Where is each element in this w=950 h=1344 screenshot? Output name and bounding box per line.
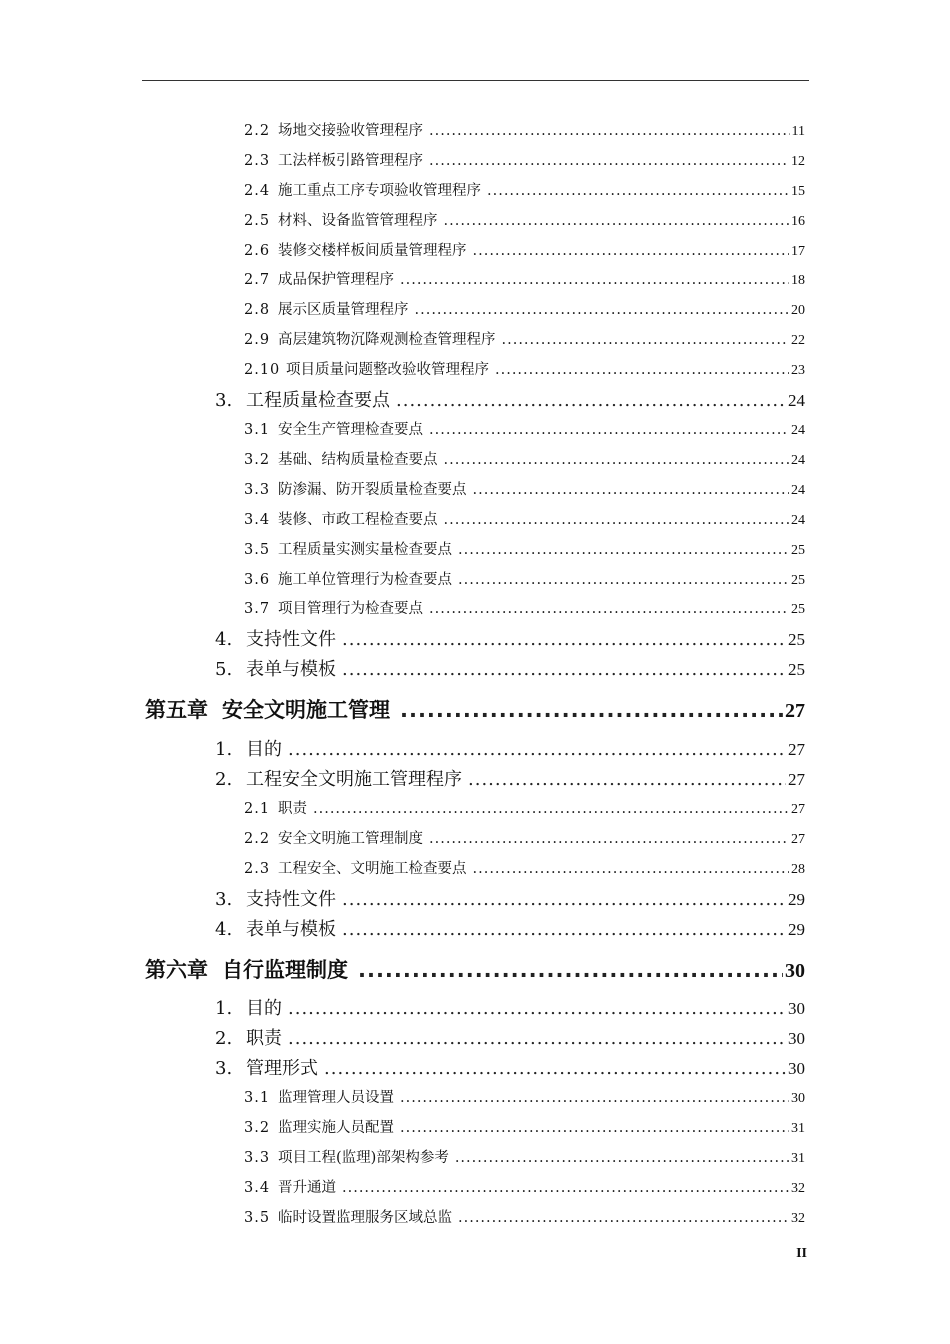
toc-entry-page: 25 xyxy=(788,660,805,679)
dot-leader xyxy=(358,958,783,982)
dot-leader xyxy=(342,659,786,680)
dot-leader xyxy=(473,243,790,259)
toc-entry-number: 3.1 xyxy=(244,1090,271,1106)
dot-leader xyxy=(400,698,783,722)
dot-leader xyxy=(415,302,790,318)
dot-leader xyxy=(400,1090,789,1106)
toc-entry-page: 25 xyxy=(791,602,805,617)
toc-entry-number: 2.3 xyxy=(244,861,271,877)
toc-entry-number: 2.5 xyxy=(244,213,271,229)
toc-entry-page: 27 xyxy=(788,770,805,789)
toc-entry-page: 20 xyxy=(791,303,805,318)
toc-entry[interactable] xyxy=(145,694,805,724)
dot-leader xyxy=(400,1120,789,1136)
toc-entry-page: 28 xyxy=(791,862,805,877)
toc-entry-number: 3.2 xyxy=(244,1120,271,1136)
toc-entry-page: 30 xyxy=(791,1091,805,1106)
toc-entry[interactable] xyxy=(244,1146,805,1167)
dot-leader xyxy=(444,512,790,528)
page-number: II xyxy=(796,1246,807,1261)
toc-entry-page: 24 xyxy=(791,513,805,528)
toc-entry[interactable] xyxy=(215,625,805,651)
toc-entry-page: 11 xyxy=(791,124,805,139)
toc-entry-title: 职责 xyxy=(246,1028,282,1049)
dot-leader xyxy=(455,1150,789,1166)
toc-entry-page: 30 xyxy=(785,960,805,982)
toc-entry-number: 3.4 xyxy=(244,512,271,528)
toc-entry-title: 管理形式 xyxy=(246,1058,318,1079)
toc-entry-title: 表单与模板 xyxy=(246,659,336,680)
toc-entry-title: 监理管理人员设置 xyxy=(278,1090,394,1106)
toc-entry[interactable] xyxy=(244,1206,805,1227)
toc-entry-title: 项目质量问题整改验收管理程序 xyxy=(286,362,489,378)
header-rule xyxy=(142,80,809,81)
toc-entry-title: 支持性文件 xyxy=(246,629,336,650)
toc-entry-number: 4. xyxy=(215,629,233,650)
dot-leader xyxy=(458,572,789,588)
toc-entry-number: 2.2 xyxy=(244,831,271,847)
dot-leader xyxy=(342,889,786,910)
toc-entry-page: 25 xyxy=(788,630,805,649)
toc-entry[interactable] xyxy=(244,797,805,818)
toc-entry-title: 临时设置监理服务区域总监 xyxy=(278,1210,452,1226)
toc-entry[interactable] xyxy=(244,1086,805,1107)
toc-entry-page: 12 xyxy=(791,154,805,169)
toc-entry[interactable] xyxy=(244,239,805,260)
toc-entry[interactable] xyxy=(244,538,805,559)
toc-entry-title: 自行监理制度 xyxy=(222,958,348,982)
toc-entry-page: 25 xyxy=(791,543,805,558)
toc-entry-title: 成品保护管理程序 xyxy=(278,272,394,288)
dot-leader xyxy=(400,272,789,288)
toc-entry[interactable] xyxy=(244,358,805,379)
toc-entry-number: 2. xyxy=(215,1028,233,1049)
dot-leader xyxy=(495,362,789,378)
toc-entry[interactable] xyxy=(215,765,805,791)
toc-entry-page: 22 xyxy=(791,333,805,348)
toc-entry[interactable] xyxy=(244,328,805,349)
dot-leader xyxy=(429,153,789,169)
toc-entry-page: 24 xyxy=(788,391,805,410)
toc-entry[interactable] xyxy=(244,119,805,140)
toc-entry-number: 3. xyxy=(215,390,233,411)
toc-entry[interactable] xyxy=(215,915,805,941)
dot-leader xyxy=(468,769,786,790)
toc-entry-number: 1. xyxy=(215,998,233,1019)
dot-leader xyxy=(342,919,786,940)
toc-entry-number: 3.3 xyxy=(244,482,271,498)
toc-entry-page: 30 xyxy=(788,1029,805,1048)
toc-entry-title: 施工单位管理行为检查要点 xyxy=(278,572,452,588)
toc-entry-number: 4. xyxy=(215,919,233,940)
dot-leader xyxy=(288,998,786,1019)
toc-entry[interactable] xyxy=(215,655,805,681)
toc-entry-title: 安全文明施工管理 xyxy=(222,698,390,722)
toc-entry-page: 16 xyxy=(791,214,805,229)
toc-entry[interactable] xyxy=(244,298,805,319)
toc-entry-title: 材料、设备监管管理程序 xyxy=(278,213,438,229)
toc-entry[interactable] xyxy=(244,268,805,289)
toc-entry[interactable] xyxy=(244,508,805,529)
dot-leader xyxy=(444,452,790,468)
dot-leader xyxy=(444,213,790,229)
toc-entry[interactable] xyxy=(244,478,805,499)
toc-entry-title: 晋升通道 xyxy=(278,1180,336,1196)
toc-entry-page: 27 xyxy=(791,832,805,847)
toc-entry-number: 2.4 xyxy=(244,183,271,199)
toc-entry[interactable] xyxy=(244,149,805,170)
toc-entry-number: 2.10 xyxy=(244,362,281,378)
toc-entry-title: 装修交楼样板间质量管理程序 xyxy=(278,243,467,259)
toc-entry-title: 监理实施人员配置 xyxy=(278,1120,394,1136)
toc-entry-page: 32 xyxy=(791,1181,805,1196)
toc-entry-number: 3.5 xyxy=(244,1210,271,1226)
toc-entry-number: 5. xyxy=(215,659,233,680)
toc-entry[interactable] xyxy=(244,857,805,878)
toc-entry[interactable] xyxy=(244,827,805,848)
toc-entry-title: 支持性文件 xyxy=(246,889,336,910)
toc-entry-number: 2. xyxy=(215,769,233,790)
dot-leader xyxy=(502,332,790,348)
toc-entry-title: 工程质量检查要点 xyxy=(246,390,390,411)
toc-entry-title: 项目工程(监理)部架构参考 xyxy=(278,1150,449,1166)
dot-leader xyxy=(473,482,790,498)
toc-entry[interactable] xyxy=(244,179,805,200)
toc-entry-title: 职责 xyxy=(278,801,307,817)
toc-entry-title: 工程安全文明施工管理程序 xyxy=(246,769,462,790)
toc-entry-title: 表单与模板 xyxy=(246,919,336,940)
dot-leader xyxy=(429,601,789,617)
toc-entry[interactable] xyxy=(215,885,805,911)
dot-leader xyxy=(396,390,786,411)
toc-entry-title: 项目管理行为检查要点 xyxy=(278,601,423,617)
toc-entry-number: 1. xyxy=(215,739,233,760)
toc-entry-number: 第五章 xyxy=(145,698,208,722)
toc-entry[interactable] xyxy=(244,1116,805,1137)
toc-entry-number: 2.2 xyxy=(244,123,271,139)
toc-entry-title: 高层建筑物沉降观测检查管理程序 xyxy=(278,332,496,348)
toc-entry-number: 3.2 xyxy=(244,452,271,468)
toc-entry-number: 2.6 xyxy=(244,243,271,259)
toc-entry-number: 第六章 xyxy=(145,958,208,982)
toc-entry[interactable] xyxy=(215,1024,805,1050)
dot-leader xyxy=(458,542,789,558)
toc-entry-title: 展示区质量管理程序 xyxy=(278,302,409,318)
toc-entry-page: 15 xyxy=(791,184,805,199)
toc-entry[interactable] xyxy=(244,448,805,469)
toc-entry-page: 32 xyxy=(791,1211,805,1226)
toc-entry-number: 2.9 xyxy=(244,332,271,348)
dot-leader xyxy=(324,1058,786,1079)
toc-entry-number: 2.8 xyxy=(244,302,271,318)
toc-entry-page: 31 xyxy=(791,1151,805,1166)
dot-leader xyxy=(429,831,789,847)
toc-entry[interactable] xyxy=(244,418,805,439)
toc-entry-title: 场地交接验收管理程序 xyxy=(278,123,423,139)
toc-entry-number: 3.1 xyxy=(244,422,271,438)
toc-entry-page: 24 xyxy=(791,423,805,438)
toc-entry-page: 27 xyxy=(788,740,805,759)
toc-entry[interactable] xyxy=(244,1176,805,1197)
toc-entry[interactable] xyxy=(244,597,805,618)
toc-entry-page: 30 xyxy=(788,1059,805,1078)
toc-entry-number: 3. xyxy=(215,1058,233,1079)
dot-leader xyxy=(473,861,790,877)
toc-entry-title: 目的 xyxy=(246,739,282,760)
toc-entry[interactable] xyxy=(244,209,805,230)
toc-entry-page: 25 xyxy=(791,573,805,588)
toc-entry-page: 27 xyxy=(791,802,805,817)
dot-leader xyxy=(487,183,789,199)
toc-entry-title: 目的 xyxy=(246,998,282,1019)
toc-entry-number: 3.4 xyxy=(244,1180,271,1196)
toc-entry[interactable] xyxy=(215,735,805,761)
toc-entry-page: 29 xyxy=(788,890,805,909)
toc-entry[interactable] xyxy=(215,1054,805,1080)
dot-leader xyxy=(288,739,786,760)
toc-entry-title: 工法样板引路管理程序 xyxy=(278,153,423,169)
toc-entry-number: 2.3 xyxy=(244,153,271,169)
toc-entry-title: 防渗漏、防开裂质量检查要点 xyxy=(278,482,467,498)
toc-entry-title: 施工重点工序专项验收管理程序 xyxy=(278,183,481,199)
toc-entry-page: 24 xyxy=(791,453,805,468)
toc-entry-page: 18 xyxy=(791,273,805,288)
toc-entry-title: 工程安全、文明施工检查要点 xyxy=(278,861,467,877)
toc-entry-title: 工程质量实测实量检查要点 xyxy=(278,542,452,558)
toc-entry[interactable] xyxy=(215,994,805,1020)
toc-entry-page: 23 xyxy=(791,363,805,378)
toc-entry-page: 27 xyxy=(785,700,805,722)
toc-entry-number: 3. xyxy=(215,889,233,910)
dot-leader xyxy=(458,1210,789,1226)
toc-entry-page: 29 xyxy=(788,920,805,939)
toc-entry-number: 2.1 xyxy=(244,801,271,817)
dot-leader xyxy=(342,629,786,650)
dot-leader xyxy=(429,422,789,438)
toc-entry-page: 30 xyxy=(788,999,805,1018)
toc-entry-title: 装修、市政工程检查要点 xyxy=(278,512,438,528)
toc-entry-page: 17 xyxy=(791,244,805,259)
toc-entry[interactable] xyxy=(215,386,805,412)
toc-entry-number: 3.7 xyxy=(244,601,271,617)
toc-entry-page: 31 xyxy=(791,1121,805,1136)
dot-leader xyxy=(429,123,790,139)
toc-entry-number: 2.7 xyxy=(244,272,271,288)
toc-entry-page: 24 xyxy=(791,483,805,498)
toc-entry-number: 3.6 xyxy=(244,572,271,588)
dot-leader xyxy=(313,801,789,817)
toc-entry-number: 3.5 xyxy=(244,542,271,558)
toc-entry-title: 基础、结构质量检查要点 xyxy=(278,452,438,468)
dot-leader xyxy=(342,1180,789,1196)
toc-entry-title: 安全文明施工管理制度 xyxy=(278,831,423,847)
dot-leader xyxy=(288,1028,786,1049)
toc-entry[interactable] xyxy=(145,954,805,984)
toc-entry[interactable] xyxy=(244,568,805,589)
toc-entry-number: 3.3 xyxy=(244,1150,271,1166)
toc-entry-title: 安全生产管理检查要点 xyxy=(278,422,423,438)
